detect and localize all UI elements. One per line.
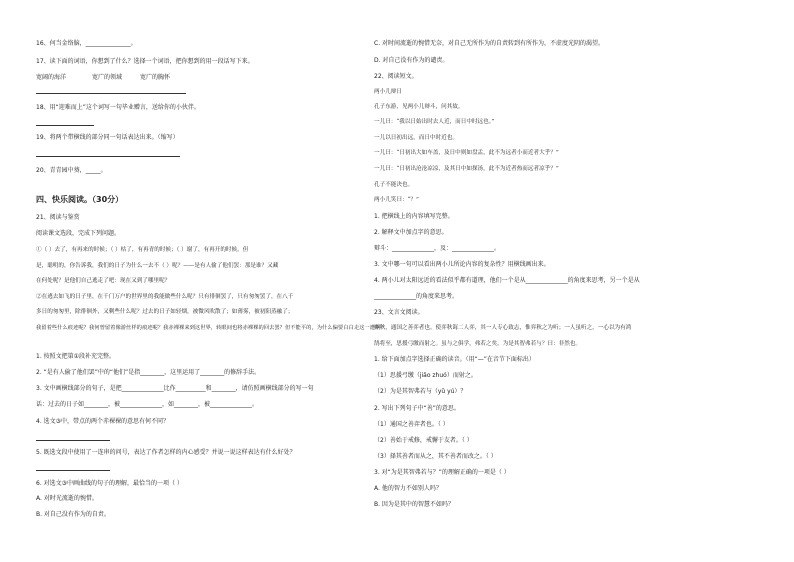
option-a: A. 对时光流逝的惋惜。 (36, 495, 98, 502)
option-a: A. 他的智力不如别人吗？ (374, 485, 442, 492)
question-19: 19、将两个带横线的部分同一句话表达出来。（缩写） (36, 134, 179, 141)
answer-line (36, 470, 110, 471)
section-4-heading: 四、快乐阅读。（30分） (36, 195, 124, 204)
reading-instruction: 阅读课文选段，完成下列问题。 (36, 230, 121, 237)
word-option: 宽广的胸怀 (140, 74, 171, 81)
passage-line: ①（ ）去了，有再来的时候；（ ）枯了，有再青的时候；（ ）谢了，有再开的时候。但 (36, 247, 249, 253)
answer-line (36, 440, 110, 441)
text-question-2: 2. 写出下列句子中“善”的意思。 (374, 405, 460, 412)
text-question-1b: （2）为是其智弗若与（yǔ yú）？ (374, 388, 467, 395)
question-21: 21、阅读与鉴赏 (36, 214, 80, 221)
passage-line: 多日的匆匆里，除徘徊外，又剩些什么呢？过去的日子如轻烟，被微风吹散了；如薄雾，被初阳蒸融了； (36, 309, 294, 315)
sub-question-2: 2. “是有人偷了他们罢”中的“他们”是指________，这里运用了________的修辞手法。 (36, 369, 261, 376)
answer-line (36, 156, 180, 157)
answer-line (36, 125, 94, 126)
question-20: 20、青青园中葵，_____。 (36, 167, 107, 174)
passage-line: 是，聪明的，你告诉我，我们的日子为什么一去不（ ）呢？——是有人偷了他们罢：那是谁？又藏 (36, 263, 279, 269)
sub-question-4: 4. 选文③中，带点的两个赤裸裸的意思有何不同？ (36, 418, 170, 425)
reading-question-2-answers: 辩斗：______________，及：______________。 (374, 245, 501, 252)
sub-question-3-cont: 话：过去的日子如________，被______________，如________，被______________。 (36, 401, 259, 408)
sub-question-5: 5. 既选文段中使用了一连串的问号，表达了作者怎样的内心感受？并说一说这样表达有什么好处？ (36, 449, 296, 456)
question-17: 17、读下面的词语，你想到了什么？选择一个词语，把你想到的用一段话写下来。 (36, 58, 254, 65)
story-line: 一儿曰：“我以日始出时去人近，而日中时远也。” (374, 119, 495, 125)
option-b: B. 因为是其中的智慧不如吗？ (374, 501, 454, 508)
story-line: 孔子不能决也。 (374, 182, 414, 188)
story-line: 一儿曰：“日初出沧沧凉凉，及其日中如探汤，此不为近者热而远者凉乎？” (374, 166, 559, 172)
reading-question-2: 2. 解释文中加点字的意思。 (374, 229, 448, 236)
question-23: 23、文言文阅读。 (374, 309, 424, 316)
option-c: C. 对时间流逝的惋惜无奈，对自己无所作为的自责转到有所作为，不虚度光阴的渴望。 (374, 40, 605, 47)
ancient-text-line: 弈秋，通国之善弈者也。使弈秋诲二人弈，其一人专心致志，惟弈秋之为听；一人虽听之，一心以为有鸿 (374, 325, 632, 331)
option-b: B. 对自己没有作为的自责。 (36, 511, 110, 518)
word-option: 宽广的领域 (92, 74, 123, 81)
story-line: 两小儿笑曰：“？” (374, 197, 419, 203)
sub-question-3: 3. 文中画横线部分的句子，是把______________比作__________和________，请仿照画横线部分的写一句 (36, 385, 314, 392)
story-line: 一儿曰：“日初出大如车盖，及日中则如盘盂，此不为远者小而近者大乎？” (374, 150, 559, 156)
option-d: D. 对自己没有作为的谴责。 (374, 57, 449, 64)
text-question-2b: （2）善始于戒修，戒懈于友者。（ ） (374, 437, 473, 444)
text-question-1: 1. 给下面加点字选择正确的读音。（用“—”在音节下面标出） (374, 356, 535, 363)
text-question-3: 3. 对“为是其智弗若与？”的理解正确的一项是（ ） (374, 469, 510, 476)
question-16: 16、何当金络脑，_______________。 (36, 40, 137, 47)
story-line: 孔子东游，见两小儿辩斗，问其故。 (374, 104, 464, 110)
word-option: 宽阔的海洋 (36, 74, 67, 81)
sub-question-6: 6. 对选文③中画曲线的句子的理解，最恰当的一项（ ） (36, 480, 183, 487)
text-question-2c: （3）择其善者而从之，其不善者而改之。（ ） (374, 453, 497, 460)
reading-question-4: 4. 两小儿对太阳远近的看法似乎都有道理，他们一个是从______________的角度来思考，另一个是从 (374, 277, 640, 284)
text-question-2a: （1）通国之善弈者也。（ ） (374, 421, 449, 428)
passage-line: ②在逃去如飞的日子里，在千门万户的世界里的我能做些什么呢？只有徘徊罢了，只有匆匆罢了，在八千 (36, 294, 294, 300)
reading-question-1: 1. 把横线上的内容填写完整。 (374, 213, 454, 220)
answer-line (36, 93, 186, 94)
story-line: 一儿以日初出远，而日中时近也。 (374, 135, 458, 141)
story-title: 两小儿辩日 (374, 89, 402, 95)
question-18: 18、用“迎难而上”这个词写一句毕业赠言，送给你的小伙伴。 (36, 104, 200, 111)
sub-question-1: 1. 按照文把第①段补充完整。 (36, 353, 116, 360)
reading-question-4-cont: ______________的角度来思考。 (374, 293, 459, 300)
reading-question-3: 3. 文中哪一句可以看出两小儿所论内容的复杂性？用横线画出来。 (374, 261, 550, 268)
ancient-text-line: 鹄将至，思援弓缴而射之。虽与之俱学，弗若之矣。为是其智弗若与？曰：非然也。 (374, 341, 581, 347)
text-question-1a: （1）思援弓缴（jiǎo zhuó）而射之。 (374, 372, 477, 379)
question-22: 22、阅读短文。 (374, 73, 418, 80)
passage-line: 在何处呢？是他们自己逃走了吧：现在又到了哪里呢？ (36, 278, 171, 284)
passage-line: 我留着些什么痕迹呢？我何曾留着像游丝样的痕迹呢？我赤裸裸来到这世界，转眼间也将赤裸裸的回去罢？但不能平的，为什么偏要白白走这一遭啊？ (36, 325, 386, 331)
